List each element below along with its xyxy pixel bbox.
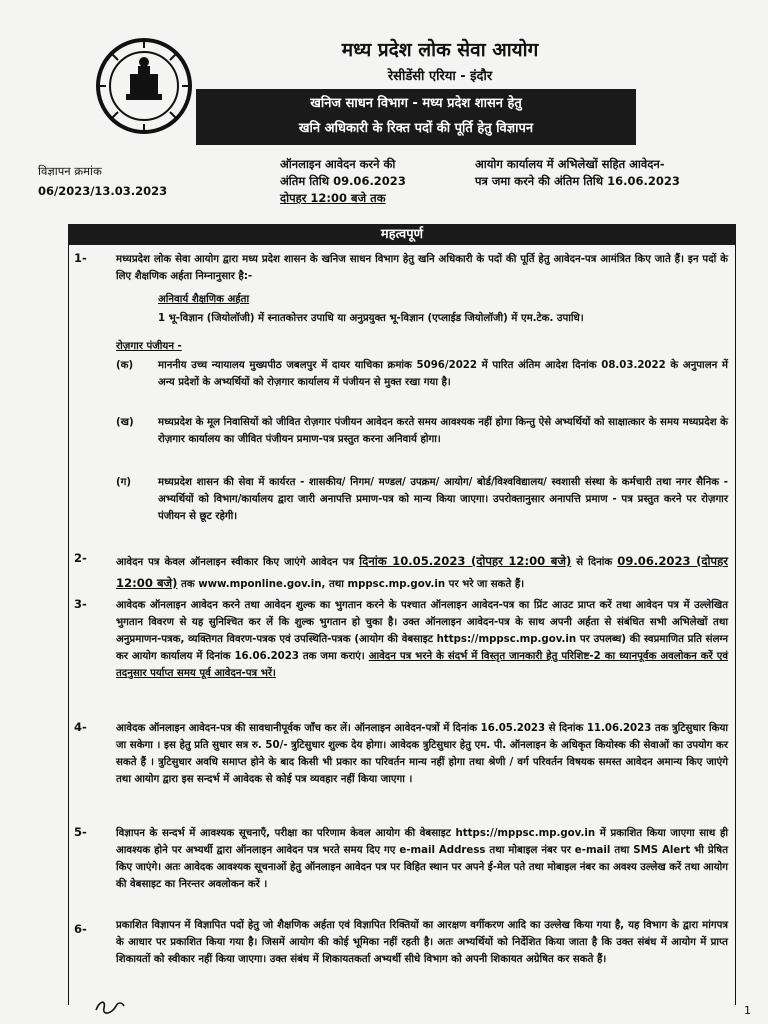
item-text-part: आवेदन पत्र केवल ऑनलाइन स्वीकार किए जाएंगे आवेदन पत्र (116, 557, 360, 568)
advertisement-banner (196, 89, 636, 145)
item-text-date: 09.06.2023 (दोपहर 12:00 बजे) (116, 554, 729, 590)
item-text: मध्यप्रदेश लोक सेवा आयोग द्वारा मध्य प्रदेश शासन के खनिज साधन विभाग हेतु खनि अधिकारी के पदों की पूर्ति हेतु आवेदन-पत्र आमंत्रित किए जाते हैं। इन पदों के लिए शैक्षणिक अर्हता निम्नानुसार है:- (116, 254, 728, 282)
online-deadline (280, 156, 450, 207)
item-number: 2- (74, 551, 87, 565)
item-number: 6- (74, 922, 87, 936)
sub-item-text: माननीय उच्च न्यायालय मुख्यपीठ जबलपुर में दायर याचिका क्रमांक 5096/2022 में पारित अंतिम आदेश दिनांक 08.03.2022 के अनुपालन में अन्य प्रदेशों के अभ्यर्थियों को रोज़गार कार्यालय में पंजीयन से मुक्त रखा गया है। (158, 360, 728, 388)
item-text: विज्ञापन के सन्दर्भ में आवश्यक सूचनाएँ, परीक्षा का परिणाम केवल आयोग की वेबसाइट https://mppsc.mp.gov.in में प्रकाशित किया जाएगा साथ ही आवश्यक होने पर अभ्यर्थी द्वारा ऑनलाइन आवेदन पत्र भरते समय दिए गए e-mail Address तथा मोबाइल नंबर पर e-mail तथा SMS Alert भी प्रेषित किए जाएंगे। अतः आवेदक आवश्यक सूचनाओं हेतु ऑनलाइन आवेदन पत्र पर विहित स्थान पर अपने ई-मेल पते तथा मोबाइल नंबर का अवश्य उल्लेख करें तथा आयोग की वेबसाइट का निरन्तर अवलोकन करें । (116, 828, 728, 890)
item-text-date: दिनांक 10.05.2023 (दोपहर 12:00 बजे) (359, 554, 572, 568)
advertisement-label: विज्ञापन क्रमांक (38, 164, 102, 178)
signature-mark-icon (92, 992, 128, 1020)
office-deadline-line-2: पत्र जमा करने की अंतिम तिथि 16.06.2023 (475, 174, 680, 188)
item-text (116, 551, 728, 595)
sub-item-text: मध्यप्रदेश के मूल निवासियों को जीवित रोज़गार पंजीयन आवेदन करते समय आवश्यक नहीं होगा किन्तु ऐसे अभ्यर्थियों को साक्षात्कार के समय मध्यप्रदेश के रोज़गार कार्यालय का जीवित पंजीयन प्रमाण-पत्र प्रस्तुत करना अनिवार्य होगा। (158, 417, 728, 445)
online-deadline-line-1: ऑनलाइन आवेदन करने की (280, 157, 396, 171)
org-address: रेसीडेंसी एरिया - इंदौर (387, 69, 493, 84)
item-text: आवेदक ऑनलाइन आवेदन-पत्र की सावधानीपूर्वक जाँच कर लें। ऑनलाइन आवेदन-पत्रों में दिनांक 16.05.2023 से दिनांक 11.06.2023 तक त्रुटिसुधार किया जा सकेगा । इस हेतु प्रति सुधार सत्र रु. 50/- त्रुटिसुधार शुल्क देय होगा। आवेदक त्रुटिसुधार हेतु एम. पी. ऑनलाइन के अधिकृत कियोस्क की सेवाओं का उपयोग कर सकते हैं । त्रुटिसुधार अवधि समाप्त होने के बाद किसी भी प्रकार का परिवर्तन मान्य नहीं होगा तथा श्रेणी / वर्ग परिवर्तन विषयक समस्त आवेदन अमान्य किए जाएंगे तथा आयोग द्वारा इस सन्दर्भ में आवेदक से कोई पत्र व्यवहार नहीं किया जाएगा । (116, 723, 728, 785)
mppsc-emblem-icon (94, 36, 194, 136)
item-text: प्रकाशित विज्ञापन में विज्ञापित पदों हेतु जो शैक्षणिक अर्हता एवं विज्ञापित रिक्तियों का आरक्षण वर्गीकरण आदि का उल्लेख किया गया है, यह विभाग के द्वारा मांगपत्र के आधार पर प्रकाशित किया गया है। जिसमें आयोग की कोई भूमिका नहीं रहती है। अतः अभ्यर्थियों को निर्देशित किया जाता है कि उक्त संबंध में आयोग में प्राप्त शिकायतों को स्वीकार नहीं किया जाएगा। उक्त संबंध में शिकायतकर्ता अभ्यर्थी सीधे विभाग को अपनी शिकायत अग्रेषित कर सकते हैं। (116, 920, 728, 965)
online-deadline-line-2: अंतिम तिथि 09.06.2023 (280, 174, 406, 188)
banner-line-1: खनिज साधन विभाग - मध्य प्रदेश शासन हेतु (310, 96, 522, 111)
office-deadline (475, 156, 735, 190)
banner-line-2: खनि अधिकारी के रिक्त पदों की पूर्ति हेतु विज्ञापन (298, 121, 534, 136)
qualification-heading: अनिवार्य शैक्षणिक अर्हता (158, 294, 250, 305)
item-number: 5- (74, 825, 87, 839)
online-deadline-line-3: दोपहर 12:00 बजे तक (280, 191, 386, 205)
item-text-emphasis: आवेदन पत्र भरने के संदर्भ में विस्तृत जानकारी हेतु परिशिष्ट-2 का ध्यानपूर्वक अवलोकन करें एवं तदनुसार पर्याप्त समय पूर्व आवेदन-पत्र भरें। (116, 651, 728, 679)
item-text-part: तक www.mponline.gov.in, तथा mppsc.mp.gov.in पर भरे जा सकते हैं। (177, 579, 525, 590)
item-text (116, 597, 728, 682)
qualification-text: 1 भू-विज्ञान (जियोलॉजी) में स्नातकोत्तर उपाधि या अनुप्रयुक्त भू-विज्ञान (एप्लाईड जियोलॉजी) में एम.टेक. उपाधि। (158, 313, 584, 324)
important-heading: महत्वपूर्ण (68, 224, 736, 245)
item-text-part: से दिनांक (571, 557, 618, 568)
page-number: 1 (744, 1004, 751, 1017)
office-deadline-line-1: आयोग कार्यालय में अभिलेखों सहित आवेदन- (475, 157, 665, 171)
advertisement-number: 06/2023/13.03.2023 (38, 184, 168, 198)
sub-item-label: (ग) (116, 477, 132, 488)
item-text-part: आवेदक ऑनलाइन आवेदन करने तथा आवेदन शुल्क का भुगतान करने के पश्चात ऑनलाइन आवेदन-पत्र का प्रिंट आउट प्राप्त करें तथा आवेदन पत्र में उल्लेखित भुगतान विवरण से यह सुनिश्चित कर लें कि शुल्क भुगतान हो चुका है। उक्त ऑनलाइन आवेदन-पत्र के साथ अपनी अर्हता से संबंधित सभी अभिलेखों तथा अनुप्रमाणन-पत्रक, व्यक्तिगत विवरण-पत्रक एवं उपस्थिति-पत्रक (आयोग की वेबसाइट https://mppsc.mp.gov.in पर उपलब्ध) की स्वप्रमाणित प्रति संलग्न कर आयोग कार्यालय में दिनांक 16.06.2023 तक जमा कराएं। (116, 600, 728, 662)
employment-heading: रोज़गार पंजीयन - (116, 341, 182, 352)
item-number: 4- (74, 720, 87, 734)
org-title: मध्य प्रदेश लोक सेवा आयोग (341, 39, 539, 61)
sub-item-label: (क) (116, 360, 134, 371)
sub-item-label: (ख) (116, 417, 134, 428)
sub-item-text: मध्यप्रदेश शासन की सेवा में कार्यरत - शासकीय/ निगम/ मण्डल/ उपक्रम/ आयोग/ बोर्ड/विश्वविद्यालय/ स्वशासी संस्था के कर्मचारी तथा नगर सैनिक - अभ्यर्थियों को विभाग/कार्यालय द्वारा जारी अनापत्ति प्रमाण-पत्र को मान्य किया जाएगा। उपरोक्तानुसार अनापत्ति प्रमाण - पत्र प्रस्तुत करने पर रोज़गार पंजीयन से छूट रहेगी। (158, 477, 728, 522)
item-number: 1- (74, 251, 87, 265)
item-number: 3- (74, 597, 87, 611)
